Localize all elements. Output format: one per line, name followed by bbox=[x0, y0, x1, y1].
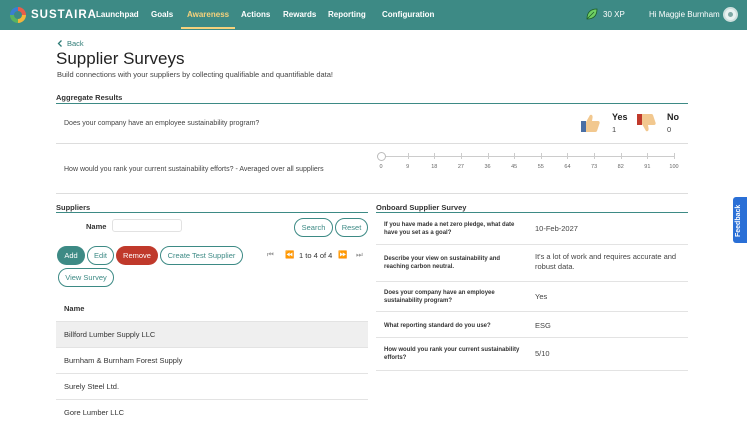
slider-tick-label: 64 bbox=[564, 164, 571, 170]
search-button[interactable]: Search bbox=[294, 218, 333, 237]
slider-tick bbox=[594, 153, 595, 159]
survey-answer: 10-Feb-2027 bbox=[535, 224, 578, 233]
nav-goals[interactable]: Goals bbox=[151, 10, 174, 19]
remove-button[interactable]: Remove bbox=[116, 246, 158, 265]
table-header-name: Name bbox=[64, 304, 85, 313]
rating-slider-handle bbox=[377, 152, 386, 161]
slider-tick bbox=[408, 153, 409, 159]
logo-icon bbox=[10, 7, 26, 23]
survey-row bbox=[376, 337, 688, 370]
user-greeting: Hi Maggie Burnham bbox=[649, 10, 720, 19]
slider-tick bbox=[541, 153, 542, 159]
name-filter-label: Name bbox=[86, 222, 107, 231]
slider-tick-label: 9 bbox=[406, 164, 410, 170]
last-page-icon[interactable]: ⏭ bbox=[356, 250, 363, 259]
prev-page-icon[interactable]: ⏪ bbox=[285, 250, 295, 259]
slider-tick-label: 82 bbox=[617, 164, 624, 170]
slider-tick bbox=[567, 153, 568, 159]
nav-configuration[interactable]: Configuration bbox=[382, 10, 435, 19]
slider-tick bbox=[674, 153, 675, 159]
survey-question: If you have made a net zero pledge, what date have you set as a goal? bbox=[384, 222, 515, 236]
thumbs-up-icon bbox=[580, 113, 600, 133]
nav-awareness[interactable]: Awareness bbox=[187, 10, 230, 19]
survey-row bbox=[376, 311, 688, 337]
no-count: 0 bbox=[667, 125, 672, 134]
slider-tick bbox=[488, 153, 489, 159]
slider-tick bbox=[647, 153, 648, 159]
next-page-icon[interactable]: ⏩ bbox=[338, 250, 348, 259]
page-subtitle: Build connections with your suppliers by collecting qualifiable and quantifiable data! bbox=[57, 70, 334, 79]
yes-count: 1 bbox=[612, 125, 617, 134]
slider-tick-label: 91 bbox=[644, 164, 651, 170]
thumbs-down-icon bbox=[636, 113, 656, 133]
survey-answer: Yes bbox=[535, 292, 548, 301]
slider-tick-label: 27 bbox=[457, 164, 464, 170]
onboard-divider bbox=[376, 212, 688, 213]
reset-button[interactable]: Reset bbox=[335, 218, 368, 237]
suppliers-divider bbox=[56, 212, 368, 213]
survey-question: Describe your view on sustainability and reaching carbon neutral. bbox=[384, 256, 501, 270]
yes-label: Yes bbox=[612, 112, 628, 122]
table-row[interactable]: Burnham & Burnham Forest Supply bbox=[56, 347, 368, 373]
survey-answer: It's a lot of work and requires accurate and robust data. bbox=[535, 252, 677, 271]
slider-tick-label: 36 bbox=[484, 164, 491, 170]
no-label: No bbox=[667, 112, 679, 122]
aggregate-heading: Aggregate Results bbox=[56, 93, 123, 102]
survey-row bbox=[376, 281, 688, 311]
xp-text: 30 XP bbox=[603, 9, 625, 19]
survey-bottom-divider bbox=[376, 370, 688, 371]
nav-reporting[interactable]: Reporting bbox=[328, 10, 366, 19]
feedback-label: Feedback bbox=[735, 204, 742, 237]
slider-tick-label: 73 bbox=[591, 164, 598, 170]
brand-logo[interactable] bbox=[10, 7, 97, 23]
nav-launchpad[interactable]: Launchpad bbox=[96, 10, 139, 19]
nav-rewards[interactable]: Rewards bbox=[283, 10, 317, 19]
pager-status: 1 to 4 of 4 bbox=[299, 251, 333, 260]
page-title: Supplier Surveys bbox=[56, 49, 185, 68]
create-test-supplier-button[interactable]: Create Test Supplier bbox=[160, 246, 243, 265]
slider-tick-label: 0 bbox=[379, 164, 383, 170]
slider-tick bbox=[461, 153, 462, 159]
xp-indicator bbox=[586, 8, 625, 20]
top-navbar bbox=[0, 0, 747, 30]
slider-tick-label: 45 bbox=[511, 164, 518, 170]
feedback-tab[interactable] bbox=[733, 197, 747, 243]
first-page-icon[interactable]: ⏮ bbox=[267, 250, 274, 259]
slider-tick-label: 18 bbox=[431, 164, 438, 170]
survey-row bbox=[376, 244, 688, 281]
brand-name: SUSTAIRA bbox=[31, 9, 97, 21]
name-filter-input[interactable] bbox=[112, 219, 182, 232]
avatar[interactable] bbox=[723, 7, 738, 22]
table-row[interactable]: Surely Steel Ltd. bbox=[56, 373, 368, 399]
chevron-left-icon bbox=[57, 40, 63, 47]
aggregate-q1: Does your company have an employee sustainability program? bbox=[64, 120, 260, 127]
nav-actions[interactable]: Actions bbox=[241, 10, 271, 19]
survey-row bbox=[376, 214, 688, 244]
slider-tick-label: 100 bbox=[669, 164, 679, 170]
survey-answer: ESG bbox=[535, 321, 551, 330]
slider-tick bbox=[434, 153, 435, 159]
back-label: Back bbox=[67, 39, 84, 48]
survey-question: How would you rank your current sustainability efforts? bbox=[384, 347, 520, 361]
table-row[interactable]: Gore Lumber LLC bbox=[56, 399, 368, 425]
aggregate-q2: How would you rank your current sustainability efforts? - Averaged over all suppliers bbox=[64, 166, 324, 173]
aggregate-row-divider bbox=[56, 143, 688, 144]
add-button[interactable]: Add bbox=[57, 246, 85, 265]
table-row[interactable]: Billford Lumber Supply LLC bbox=[56, 321, 368, 347]
aggregate-divider bbox=[56, 103, 688, 104]
onboard-heading: Onboard Supplier Survey bbox=[376, 203, 467, 212]
slider-tick bbox=[514, 153, 515, 159]
survey-question: What reporting standard do you use? bbox=[384, 323, 491, 329]
aggregate-bottom-divider bbox=[56, 193, 688, 194]
suppliers-heading: Suppliers bbox=[56, 203, 91, 212]
survey-answer: 5/10 bbox=[535, 349, 550, 358]
rating-slider-track bbox=[381, 156, 674, 157]
back-link[interactable] bbox=[57, 39, 84, 48]
edit-button[interactable]: Edit bbox=[87, 246, 114, 265]
survey-question: Does your company have an employee sustainability program? bbox=[384, 290, 495, 304]
slider-tick-label: 55 bbox=[537, 164, 544, 170]
slider-tick bbox=[621, 153, 622, 159]
leaf-icon bbox=[586, 8, 598, 20]
view-survey-button[interactable]: View Survey bbox=[58, 268, 114, 287]
